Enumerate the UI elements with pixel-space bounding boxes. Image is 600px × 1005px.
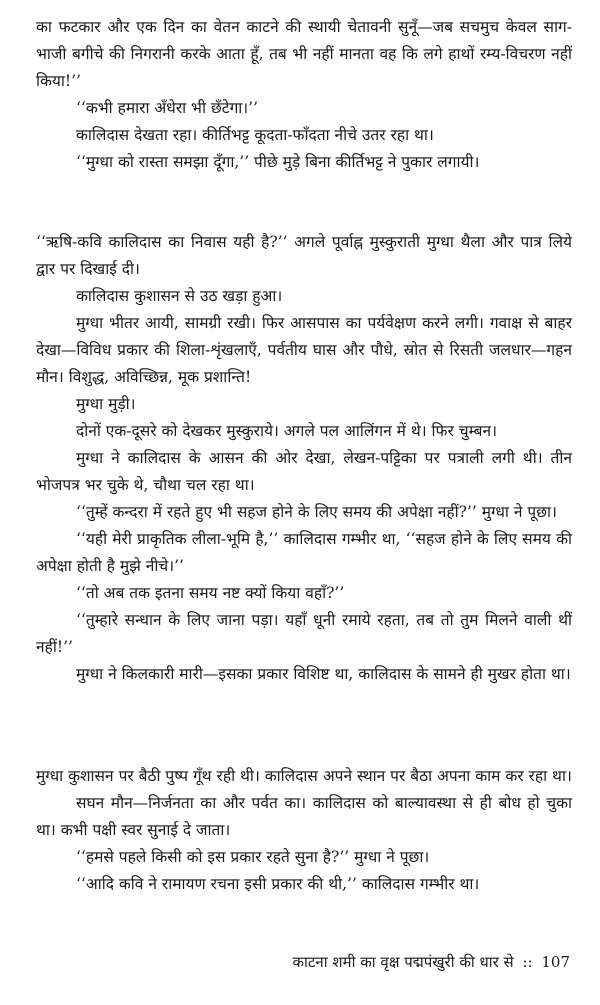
section-3 bbox=[36, 763, 572, 898]
paragraph: ‘‘ऋषि-कवि कालिदास का निवास यही है?’’ अगले पूर्वाह्न मुस्कुराती मुग्धा थैला और पात्र लिये द्वार पर दिखाई दी। bbox=[36, 233, 572, 278]
paragraph: ‘‘तुम्हारे सन्धान के लिए जाना पड़ा। यहाँ धूनी रमाये रहता, तब तो तुम मिलने वाली थीं नहीं!’’ bbox=[36, 611, 572, 656]
paragraph: ‘‘तो अब तक इतना समय नष्ट क्यों किया वहाँ?’’ bbox=[76, 584, 345, 602]
running-title: काटना शमी का वृक्ष पद्मपंखुरी की धार से bbox=[292, 953, 514, 971]
page-number: 107 bbox=[541, 953, 570, 971]
section-1 bbox=[36, 14, 572, 176]
section-2 bbox=[36, 229, 572, 688]
paragraph: मुग्धा मुड़ी। bbox=[76, 395, 136, 413]
paragraph: मुग्धा कुशासन पर बैठी पुष्प गूँथ रही थी। कालिदास अपने स्थान पर बैठा अपना काम कर रहा था। bbox=[36, 767, 572, 785]
paragraph: सघन मौन—निर्जनता का और पर्वत का। कालिदास को बाल्यावस्था से ही बोध हो चुका था। कभी पक्षी स्वर सुनाई दे जाता। bbox=[36, 794, 572, 839]
paragraph: कालिदास देखता रहा। कीर्तिभट्ट कूदता-फाँदता नीचे उतर रहा था। bbox=[76, 126, 434, 144]
paragraph: ‘‘तुम्हें कन्दरा में रहते हुए भी सहज होने के लिए समय की अपेक्षा नहीं?’’ मुग्धा ने पूछा। bbox=[76, 503, 557, 521]
paragraph: दोनों एक-दूसरे को देखकर मुस्कुराये। अगले पल आलिंगन में थे। फिर चुम्बन। bbox=[76, 422, 497, 440]
paragraph: मुग्धा भीतर आयी, सामग्री रखी। फिर आसपास का पर्यवेक्षण करने लगी। गवाक्ष से बाहर देखा—विविध प्रकार की शिला-शृंखलाएँ, पर्वतीय घास और पौधे, स्रोत से रिसती जलधार—गहन मौन। विशुद्ध, अविच्छिन्न, मूक प्रशान्ति! bbox=[36, 314, 572, 386]
paragraph: ‘‘मुग्धा को रास्ता समझा दूँगा,’’ पीछे मुड़े बिना कीर्तिभट्ट ने पुकार लगायी। bbox=[76, 153, 480, 171]
paragraph: मुग्धा ने किलकारी मारी—इसका प्रकार विशिष्ट था, कालिदास के सामने ही मुखर होता था। bbox=[76, 665, 571, 683]
page-footer bbox=[292, 952, 570, 972]
paragraph: ‘‘आदि कवि ने रामायण रचना इसी प्रकार की थी,’’ कालिदास गम्भीर था। bbox=[76, 875, 480, 893]
paragraph: ‘‘यही मेरी प्राकृतिक लीला-भूमि है,’’ कालिदास गम्भीर था, ‘‘सहज होने के लिए समय की अपेक्षा होती है मुझे नीचे।’’ bbox=[36, 530, 572, 575]
paragraph: ‘‘कभी हमारा अँधेरा भी छँटेगा।’’ bbox=[76, 99, 259, 117]
paragraph: ‘‘हमसे पहले किसी को इस प्रकार रहते सुना है?’’ मुग्धा ने पूछा। bbox=[76, 848, 430, 866]
paragraph: कालिदास कुशासन से उठ खड़ा हुआ। bbox=[76, 287, 283, 305]
paragraph: का फटकार और एक दिन का वेतन काटने की स्थायी चेतावनी सुनूँ—जब सचमुच केवल साग-भाजी बगीचे की निगरानी करके आता हूँ, तब भी नहीं मानता वह कि लगे हाथों रम्य-विचरण नहीं किया!’’ bbox=[36, 18, 572, 90]
footer-separator: :: bbox=[522, 953, 533, 971]
paragraph: मुग्धा ने कालिदास के आसन की ओर देखा, लेखन-पट्टिका पर पत्राली लगी थी। तीन भोजपत्र भर चुके थे, चौथा चल रहा था। bbox=[36, 449, 572, 494]
